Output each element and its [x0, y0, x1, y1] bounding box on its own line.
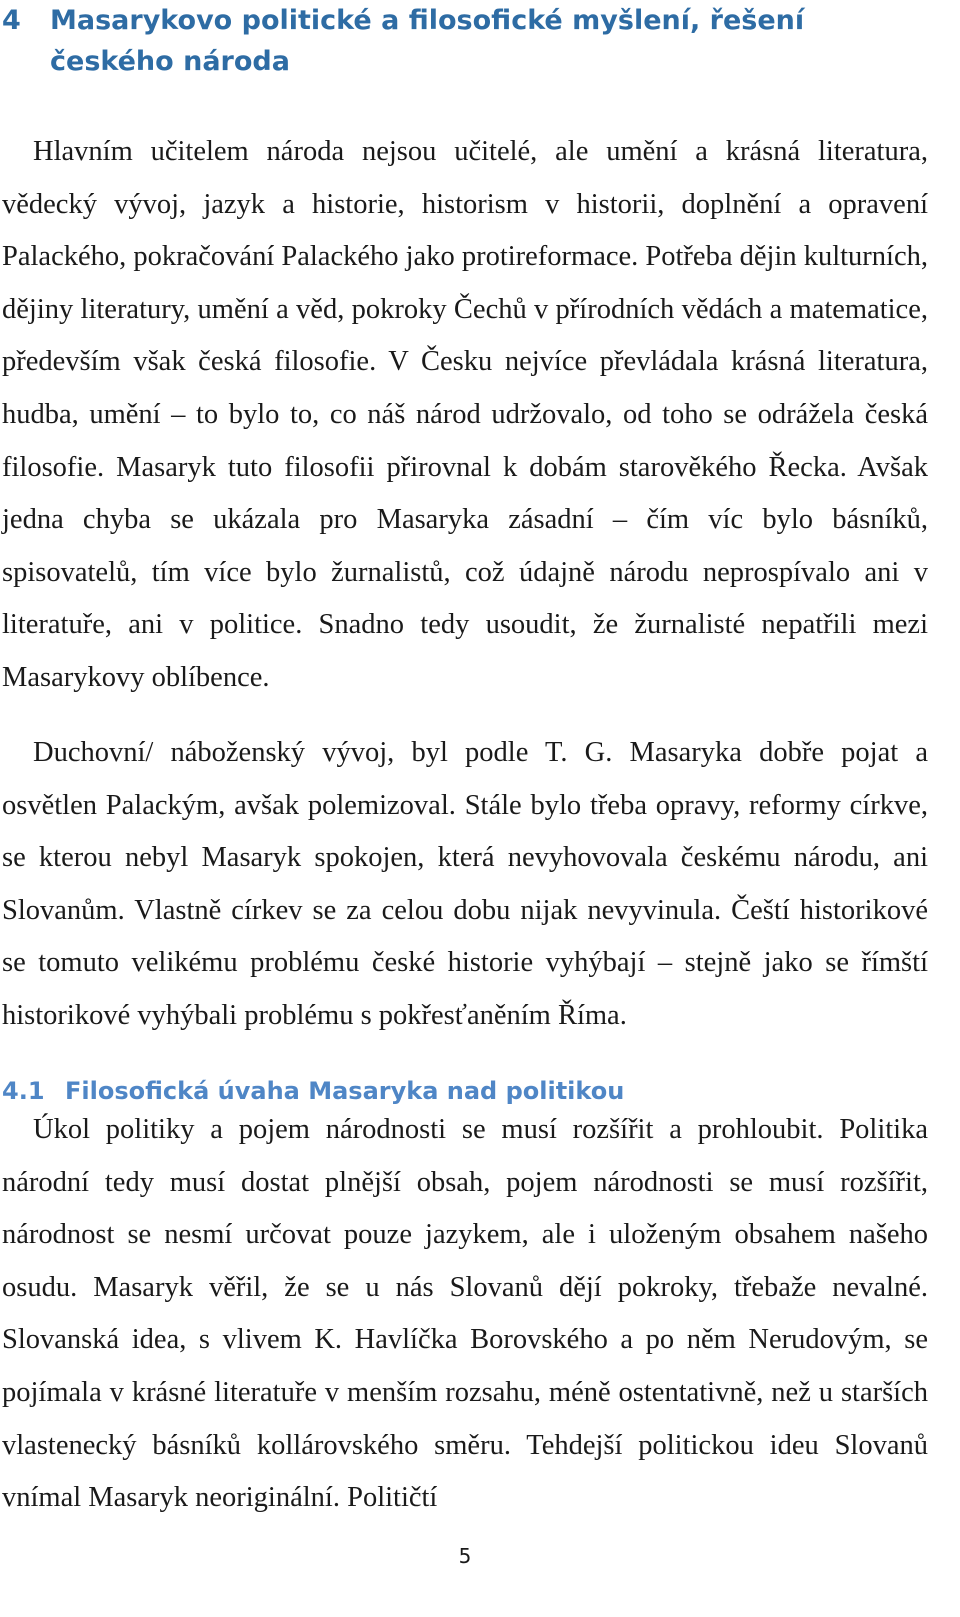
- section-heading: [2, 1075, 922, 1107]
- section-number: 4.1: [2, 1077, 45, 1105]
- section-title: Filosofická úvaha Masaryka nad politikou: [65, 1077, 625, 1105]
- chapter-heading: [2, 0, 922, 82]
- body-paragraph: Úkol politiky a pojem národnosti se musí rozšířit a prohloubit. Politika národní tedy musí dostat plnější obsah, pojem národnosti se musí rozšířit, národnost se nesmí určovat pouze jazykem, ale i uloženým obsahem našeho osudu. Masaryk věřil, že se u nás Slovanů dějí pokroky, třebaže nevalné. Slovanská idea, s vlivem K. Havlíčka Borovského a po něm Nerudovým, se pojímala v krásné literatuře v menším rozsahu, méně ostentativně, než u starších vlastenecký básníků kollárovského směru. Tehdejší politickou ideu Slovanů vnímal Masaryk neoriginální. Političtí: [2, 1114, 928, 1514]
- body-paragraph: Duchovní/ náboženský vývoj, byl podle T. G. Masaryka dobře pojat a osvětlen Palackým, avšak polemizoval. Stále bylo třeba opravy, reformy církve, se kterou nebyl Masaryk spokojen, která nevyhovovala českému národu, ani Slovanům. Vlastně církev se za celou dobu nijak nevyvinula. Čeští historikové se tomuto velikému problému české historie vyhýbají – stejně jako se římští historikové vyhýbali problému s pokřesťaněním Říma.: [2, 737, 928, 1031]
- chapter-title: Masarykovo politické a filosofické myšlení, řešení českého národa: [50, 5, 805, 77]
- page-number: 5: [458, 1544, 472, 1568]
- body-paragraph: Hlavním učitelem národa nejsou učitelé, ale umění a krásná literatura, vědecký vývoj, jazyk a historie, historism v historii, doplnění a opravení Palackého, pokračování Palackého jako protireformace. Potřeba dějin kulturních, dějiny literatury, umění a věd, pokroky Čechů v přírodních vědách a matematice, především však česká filosofie. V Česku nejvíce převládala krásná literatura, hudba, umění – to bylo to, co náš národ udržovalo, od toho se odrážela česká filosofie. Masaryk tuto filosofii přirovnal k dobám starověkého Řecka. Avšak jedna chyba se ukázala pro Masaryka zásadní – čím víc bylo básníků, spisovatelů, tím více bylo žurnalistů, což údajně národu neprospívalo ani v literatuře, ani v politice. Snadno tedy usoudit, že žurnalisté nepatřili mezi Masarykovy oblíbence.: [2, 136, 928, 693]
- chapter-number: 4: [2, 5, 21, 36]
